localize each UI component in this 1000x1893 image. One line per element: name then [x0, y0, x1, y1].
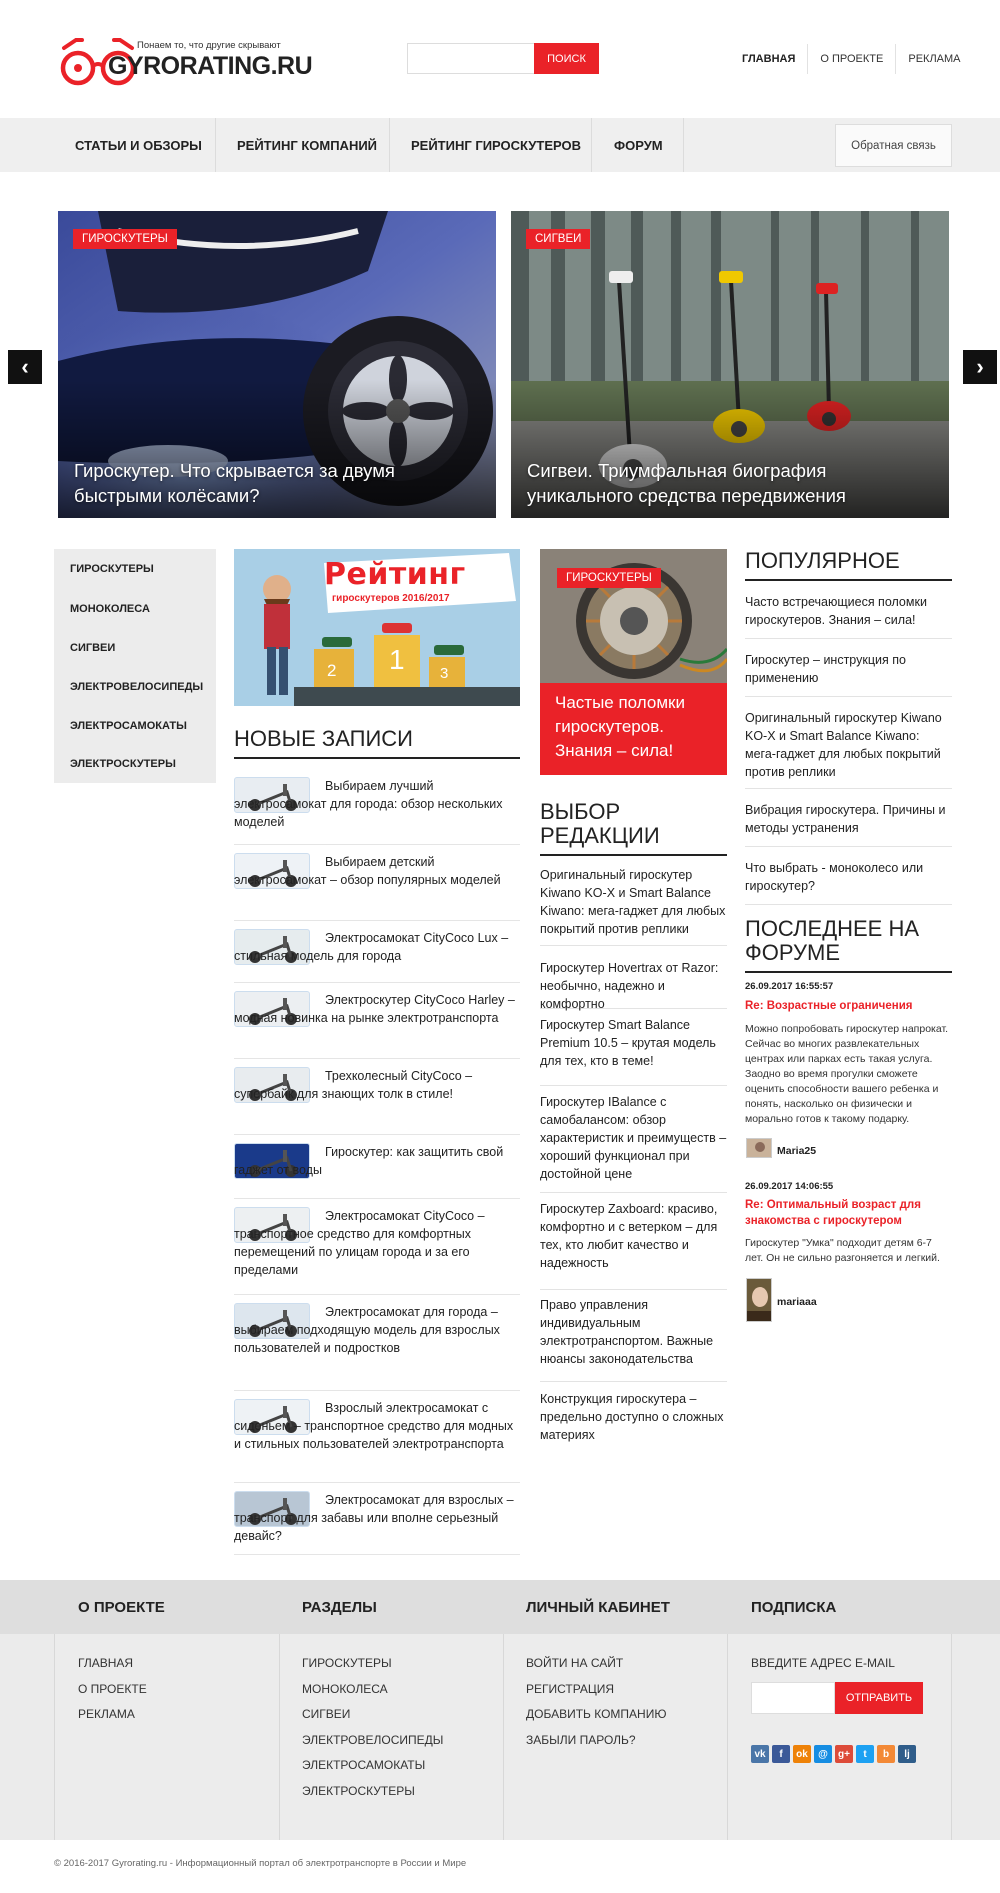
slide-segways[interactable]	[511, 211, 949, 518]
category-monowheels[interactable]: МОНОКОЛЕСА	[54, 589, 216, 628]
footer-about-heading: О ПРОЕКТЕ	[78, 1598, 165, 1616]
slide-gyroscooters[interactable]	[58, 211, 496, 518]
list-item[interactable]	[234, 921, 520, 983]
top-menu-about[interactable]: О ПРОЕКТЕ	[807, 44, 895, 74]
feedback-button[interactable]: Обратная связь	[835, 124, 952, 167]
list-item[interactable]	[234, 1391, 520, 1483]
list-item[interactable]	[234, 983, 520, 1059]
post-title[interactable]: Электроскутер CityCoco Harley – модная новинка на рынке электротранспорта	[234, 993, 515, 1025]
place-1-label: 1	[389, 644, 405, 675]
logo-text[interactable]: GYRORATING.RU	[108, 52, 313, 80]
top-menu-home[interactable]: ГЛАВНАЯ	[742, 53, 796, 65]
post-title[interactable]: Выбираем лучший электросамокат для города: обзор нескольких моделей	[234, 779, 503, 829]
logo-tagline: Понаем то, что другие скрывают	[137, 40, 281, 51]
footer-link-account[interactable]: ДОБАВИТЬ КОМПАНИЮ	[526, 1707, 667, 1721]
footer-link-account[interactable]: ЗАБЫЛИ ПАРОЛЬ?	[526, 1732, 636, 1747]
post-title[interactable]: Взрослый электросамокат с сиденьем – транспортное средство для модных и стильных пользователей электротранспорта	[234, 1401, 514, 1451]
footer-link-sections[interactable]: МОНОКОЛЕСА	[302, 1681, 388, 1696]
list-item[interactable]	[234, 1199, 520, 1295]
slide-title[interactable]: Гироскутер. Что скрывается за двумя быстрыми колёсами?	[74, 460, 395, 506]
place-2-label: 2	[327, 661, 337, 680]
promo-card[interactable]	[540, 549, 727, 775]
nav-item-forum[interactable]: ФОРУМ	[592, 118, 684, 172]
post-title[interactable]: Электросамокат CityCoco Lux – стильная модель для города	[234, 931, 509, 963]
post-title[interactable]: Трехколесный CityCoco – супербайк для знающих толк в стиле!	[234, 1069, 473, 1101]
forum-username[interactable]: Maria25	[777, 1145, 817, 1157]
footer-sections-heading: РАЗДЕЛЫ	[302, 1598, 377, 1616]
subscribe-label: ВВЕДИТЕ АДРЕС E-MAIL	[751, 1656, 895, 1670]
footer-account-heading: ЛИЧНЫЙ КАБИНЕТ	[526, 1598, 670, 1616]
popular-item[interactable]: Часто встречающиеся поломки гироскутеров. Знания – сила!	[745, 593, 952, 639]
forum-topic-title[interactable]: Оптимальный возраст для знакомства с гироскутером	[745, 1199, 921, 1227]
chevron-left-icon: ‹	[21, 354, 29, 379]
editors-pick-item[interactable]: Конструкция гироскутера – предельно доступно о сложных материях	[540, 1392, 724, 1442]
list-item[interactable]	[234, 769, 520, 845]
footer-link-about[interactable]: РЕКЛАМА	[78, 1707, 135, 1721]
post-title[interactable]: Электросамокат для взрослых – транспорт для забавы или вполне серьезный девайс?	[234, 1493, 514, 1543]
forum-post-date: 26.09.2017 16:55:57	[745, 981, 834, 992]
footer-link-about[interactable]: ГЛАВНАЯ	[78, 1656, 134, 1670]
footer-link-sections[interactable]: ЭЛЕКТРОСАМОКАТЫ	[302, 1758, 426, 1772]
category-escooters[interactable]: ЭЛЕКТРОСКУТЕРЫ	[54, 745, 216, 783]
editors-pick-item[interactable]: Гироскутер IBalance с самобалансом: обзор характеристик и преимуществ – хороший функционал при достойной цене	[540, 1093, 727, 1193]
promo-category-badge[interactable]: ГИРОСКУТЕРЫ	[557, 568, 661, 588]
slider-prev-button[interactable]	[8, 350, 42, 384]
rating-banner-subtitle: гироскутеров 2016/2017	[332, 593, 450, 604]
vk-icon[interactable]: vk	[751, 1745, 769, 1763]
popular-heading: ПОПУЛЯРНОЕ	[745, 549, 952, 581]
list-item[interactable]	[234, 845, 520, 921]
chevron-right-icon: ›	[976, 354, 984, 379]
avatar[interactable]	[746, 1278, 772, 1322]
footer-link-sections[interactable]: ГИРОСКУТЕРЫ	[302, 1656, 392, 1670]
place-3-label: 3	[440, 665, 449, 682]
rating-banner[interactable]	[234, 549, 520, 706]
subscribe-email-input[interactable]	[751, 1682, 835, 1714]
footer-link-sections[interactable]: ЭЛЕКТРОВЕЛОСИПЕДЫ	[302, 1732, 444, 1747]
facebook-icon[interactable]: f	[772, 1745, 790, 1763]
post-title[interactable]: Электросамокат CityCoco – транспортное средство для комфортных перемещений по улицам города и за его пределами	[234, 1209, 485, 1277]
googleplus-icon[interactable]: g+	[835, 1745, 853, 1763]
forum-heading: ПОСЛЕДНЕЕ НА ФОРУМЕ	[745, 917, 952, 973]
category-gyroscooters[interactable]: ГИРОСКУТЕРЫ	[54, 549, 216, 589]
forum-topic-title[interactable]: Возрастные ограничения	[766, 1000, 913, 1012]
search-button[interactable]: ПОИСК	[534, 43, 599, 74]
forum-re-prefix: Re:	[745, 1000, 764, 1012]
forum-post-body: Можно попробовать гироскутер напрокат. Сейчас во многих развлекательных центрах или парках есть такая услуга. Заодно во время прогулки сможете оценить способности вашего ребенка и понять, насколько он физически и морально готов к такому подарку.	[745, 1023, 949, 1125]
post-title[interactable]: Выбираем детский электросамокат – обзор популярных моделей	[234, 855, 501, 887]
forum-post-topic[interactable]	[745, 1197, 950, 1229]
footer-link-sections[interactable]: СИГВЕИ	[302, 1707, 351, 1721]
list-item[interactable]	[234, 1135, 520, 1199]
search-input[interactable]	[407, 43, 535, 74]
category-ebikes[interactable]: ЭЛЕКТРОВЕЛОСИПЕДЫ	[54, 667, 216, 706]
editors-pick-item[interactable]: Гироскутер Smart Balance Premium 10.5 – крутая модель для тех, кто в теме!	[540, 1016, 727, 1086]
moimir-icon[interactable]: @	[814, 1745, 832, 1763]
slide-category-badge[interactable]: СИГВЕИ	[526, 229, 590, 249]
nav-item-gyro-rating[interactable]: РЕЙТИНГ ГИРОСКУТЕРОВ	[390, 118, 592, 172]
top-menu-ads[interactable]: РЕКЛАМА	[895, 44, 972, 74]
livejournal-icon[interactable]: lj	[898, 1745, 916, 1763]
list-item[interactable]	[234, 1059, 520, 1135]
post-title[interactable]: Гироскутер: как защитить свой гаджет от воды	[234, 1145, 504, 1177]
blogger-icon[interactable]: b	[877, 1745, 895, 1763]
category-escooters-kick[interactable]: ЭЛЕКТРОСАМОКАТЫ	[54, 706, 216, 745]
list-item[interactable]	[234, 1483, 520, 1555]
post-title[interactable]: Электросамокат для города – выбираем подходящую модель для взрослых пользователей и подростков	[234, 1305, 500, 1355]
new-posts-heading: НОВЫЕ ЗАПИСИ	[234, 727, 520, 759]
editors-pick-item[interactable]: Оригинальный гироскутер Kiwano KO-X и Smart Balance Kiwano: мега-гаджет для любых покрытий против реплики	[540, 866, 727, 946]
popular-item[interactable]: Оригинальный гироскутер Kiwano KO-X и Smart Balance Kiwano: мега-гаджет для любых покрытий против реплики	[745, 709, 952, 789]
nav-item-articles[interactable]: СТАТЬИ И ОБЗОРЫ	[54, 118, 216, 172]
slider-next-button[interactable]	[963, 350, 997, 384]
copyright-text: © 2016-2017 Gyrorating.ru - Информационный портал об электротранспорте в России и Мире	[54, 1858, 467, 1869]
slide-category-badge[interactable]: ГИРОСКУТЕРЫ	[73, 229, 177, 249]
list-item[interactable]	[234, 1295, 520, 1391]
odnoklassniki-icon[interactable]: ok	[793, 1745, 811, 1763]
forum-post-body: Гироскутер "Умка" подходит детям 6-7 лет. Он не сильно разгоняется и легкий.	[745, 1237, 940, 1264]
promo-title[interactable]: Частые поломки гироскутеров. Знания – сила!	[555, 693, 685, 760]
footer-link-about[interactable]: О ПРОЕКТЕ	[78, 1681, 147, 1696]
editors-pick-heading: ВЫБОР РЕДАКЦИИ	[540, 800, 727, 856]
rating-banner-title: Рейтинг	[324, 557, 466, 592]
forum-post-date: 26.09.2017 14:06:55	[745, 1181, 834, 1192]
forum-username[interactable]: mariaaa	[777, 1296, 817, 1308]
top-menu	[730, 44, 973, 74]
footer-link-account[interactable]: ВОЙТИ НА САЙТ	[526, 1656, 624, 1670]
site-header	[0, 0, 1000, 118]
popular-item[interactable]: Что выбрать - моноколесо или гироскутер?	[745, 859, 952, 905]
footer-link-sections[interactable]: ЭЛЕКТРОСКУТЕРЫ	[302, 1783, 415, 1798]
popular-item[interactable]: Вибрация гироскутера. Причины и методы устранения	[745, 801, 952, 847]
footer-link-account[interactable]: РЕГИСТРАЦИЯ	[526, 1681, 615, 1696]
editors-pick-item[interactable]: Право управления индивидуальным электротранспортом. Важные нюансы законодательства	[540, 1296, 727, 1382]
category-segways[interactable]: СИГВЕИ	[54, 628, 216, 667]
forum-post-topic[interactable]	[745, 998, 950, 1014]
nav-item-company-rating[interactable]: РЕЙТИНГ КОМПАНИЙ	[216, 118, 390, 172]
footer-subscribe-heading: ПОДПИСКА	[751, 1598, 837, 1616]
avatar[interactable]	[746, 1138, 772, 1158]
editors-pick-item[interactable]: Гироскутер Zaxboard: красиво, комфортно и с ветерком – для тех, кто любит качество и надежность	[540, 1200, 727, 1290]
forum-re-prefix: Re:	[745, 1199, 764, 1211]
popular-item[interactable]: Гироскутер – инструкция по применению	[745, 651, 952, 697]
subscribe-submit-button[interactable]: ОТПРАВИТЬ	[835, 1682, 923, 1714]
twitter-icon[interactable]: t	[856, 1745, 874, 1763]
editors-pick-item[interactable]: Гироскутер Hovertrax от Razor: необычно, надежно и комфортно	[540, 959, 727, 1009]
slide-title[interactable]: Сигвеи. Триумфальная биография уникального средства передвижения	[527, 460, 846, 506]
